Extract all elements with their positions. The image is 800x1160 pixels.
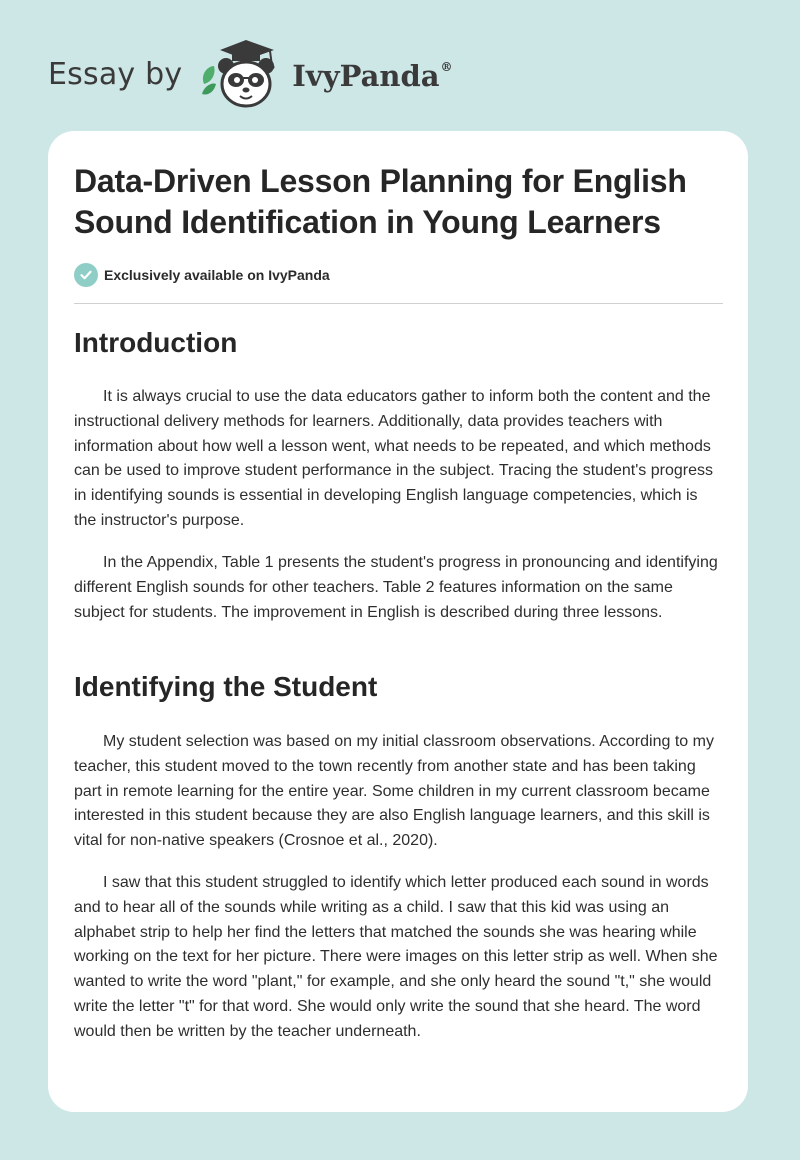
site-header [48,36,453,112]
title-divider [74,303,723,304]
paragraph: I saw that this student struggled to identify which letter produced each sound in words and to hear all of the sounds while writing as a child. I saw that this kid was using an alphabet strip to help her find the letters that matched the sounds she was hearing while working on the text for her picture. There were images on this letter strip as well. When she wanted to write the word "plant," for example, and she only heard the sound "t," she would write the letter "t" for that word. She would only write the sound that she heard. The word would then be written by the teacher underneath. [74,874,718,1040]
registered-mark: ® [440,60,453,75]
section-heading-identifying-student: Identifying the Student [74,671,378,702]
paragraph: It is always crucial to use the data educators gather to inform both the content and the instructional delivery methods for learners. Additionally, data provides teachers with information about how well a lesson went, what needs to be repeated, and which methods can be used to improve student performance in the subject. Tracing the student's progress in identifying sounds is essential in developing English language competencies, which is the instructor's purpose. [74,388,713,529]
exclusive-badge-label: Exclusively available on IvyPanda [104,267,330,283]
exclusive-badge [74,263,330,287]
brand-name[interactable] [292,59,452,93]
brand-text: IvyPanda [292,59,440,93]
check-circle-icon [74,263,98,287]
paragraph: In the Appendix, Table 1 presents the student's progress in pronouncing and identifying different English sounds for other teachers. Table 2 features information on the same subject for students. The improvement in English is described during three lessons. [74,554,718,621]
article-card [48,131,748,1112]
panda-graduate-icon[interactable] [198,36,290,112]
article-title: Data-Driven Lesson Planning for English Sound Identification in Young Learners [74,163,687,240]
paragraph: My student selection was based on my initial classroom observations. According to my teacher, this student moved to the town recently from another state and has been taking part in remote learning for the entire year. Some children in my current classroom became interested in this student because they are also English language learners, and this skill is vital for non-native speakers (Crosnoe et al., 2020). [74,733,714,850]
section-heading-introduction: Introduction [74,327,238,358]
essay-by-label: Essay by [48,56,183,92]
